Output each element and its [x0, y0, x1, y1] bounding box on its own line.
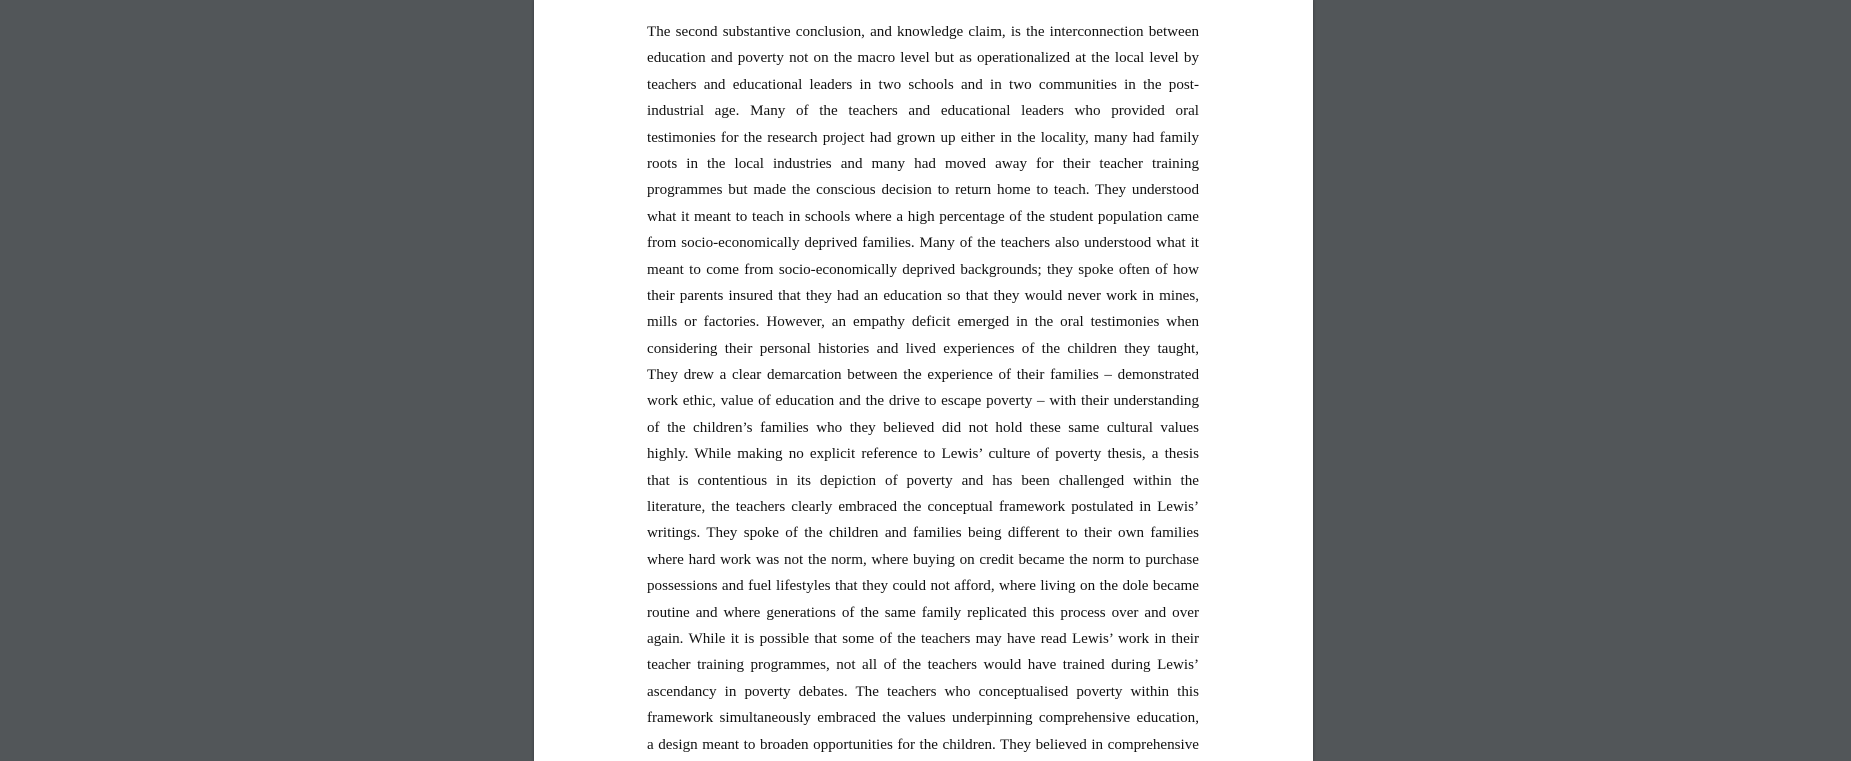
text-line: industrial age. Many of the teachers and educational leaders who provided oral — [647, 103, 1199, 120]
text-line: from socio-economically deprived families. Many of the teachers also understood what it — [647, 235, 1199, 252]
text-line: what it meant to teach in schools where a high percentage of the student population came — [647, 208, 1199, 225]
text-line: programmes but made the conscious decision to return home to teach. They understood — [647, 182, 1199, 199]
text-line: testimonies for the research project had grown up either in the locality, many had family — [647, 129, 1199, 146]
text-line: their parents insured that they had an education so that they would never work in mines, — [647, 287, 1199, 304]
text-line: ascendancy in poverty debates. The teachers who conceptualised poverty within this — [647, 683, 1199, 700]
text-line: literature, the teachers clearly embraced the conceptual framework postulated in Lewis’ — [647, 499, 1199, 516]
text-line: of the children’s families who they believed did not hold these same cultural values — [647, 419, 1199, 436]
document-page — [534, 0, 1313, 761]
text-line: that is contentious in its depiction of poverty and has been challenged within the — [647, 472, 1199, 489]
text-line: a design meant to broaden opportunities for the children. They believed in comprehensive — [647, 736, 1199, 753]
text-line: mills or factories. However, an empathy deficit emerged in the oral testimonies when — [647, 314, 1199, 331]
text-line: possessions and fuel lifestyles that they could not afford, where living on the dole became — [647, 578, 1199, 595]
text-line: The second substantive conclusion, and knowledge claim, is the interconnection between — [647, 24, 1199, 40]
text-line: meant to come from socio-economically deprived backgrounds; they spoke often of how — [647, 261, 1199, 278]
text-line: framework simultaneously embraced the values underpinning comprehensive education, — [647, 710, 1199, 727]
text-line: roots in the local industries and many had moved away for their teacher training — [647, 155, 1199, 172]
text-line: education and poverty not on the macro level but as operationalized at the local level by — [647, 50, 1199, 67]
text-line: teachers and educational leaders in two schools and in two communities in the post- — [647, 76, 1199, 93]
text-line: considering their personal histories and lived experiences of the children they taught, — [647, 340, 1199, 357]
text-line: teacher training programmes, not all of the teachers would have trained during Lewis’ — [647, 657, 1199, 674]
body-paragraph — [647, 19, 1199, 758]
text-line: again. While it is possible that some of the teachers may have read Lewis’ work in their — [647, 630, 1199, 647]
text-line: writings. They spoke of the children and families being different to their own families — [647, 525, 1199, 542]
text-line: where hard work was not the norm, where buying on credit became the norm to purchase — [647, 551, 1199, 568]
text-line: work ethic, value of education and the drive to escape poverty – with their understanding — [647, 393, 1199, 410]
text-line: highly. While making no explicit reference to Lewis’ culture of poverty thesis, a thesis — [647, 446, 1199, 463]
text-line: They drew a clear demarcation between the experience of their families – demonstrated — [647, 367, 1199, 384]
text-line: routine and where generations of the same family replicated this process over and over — [647, 604, 1199, 621]
